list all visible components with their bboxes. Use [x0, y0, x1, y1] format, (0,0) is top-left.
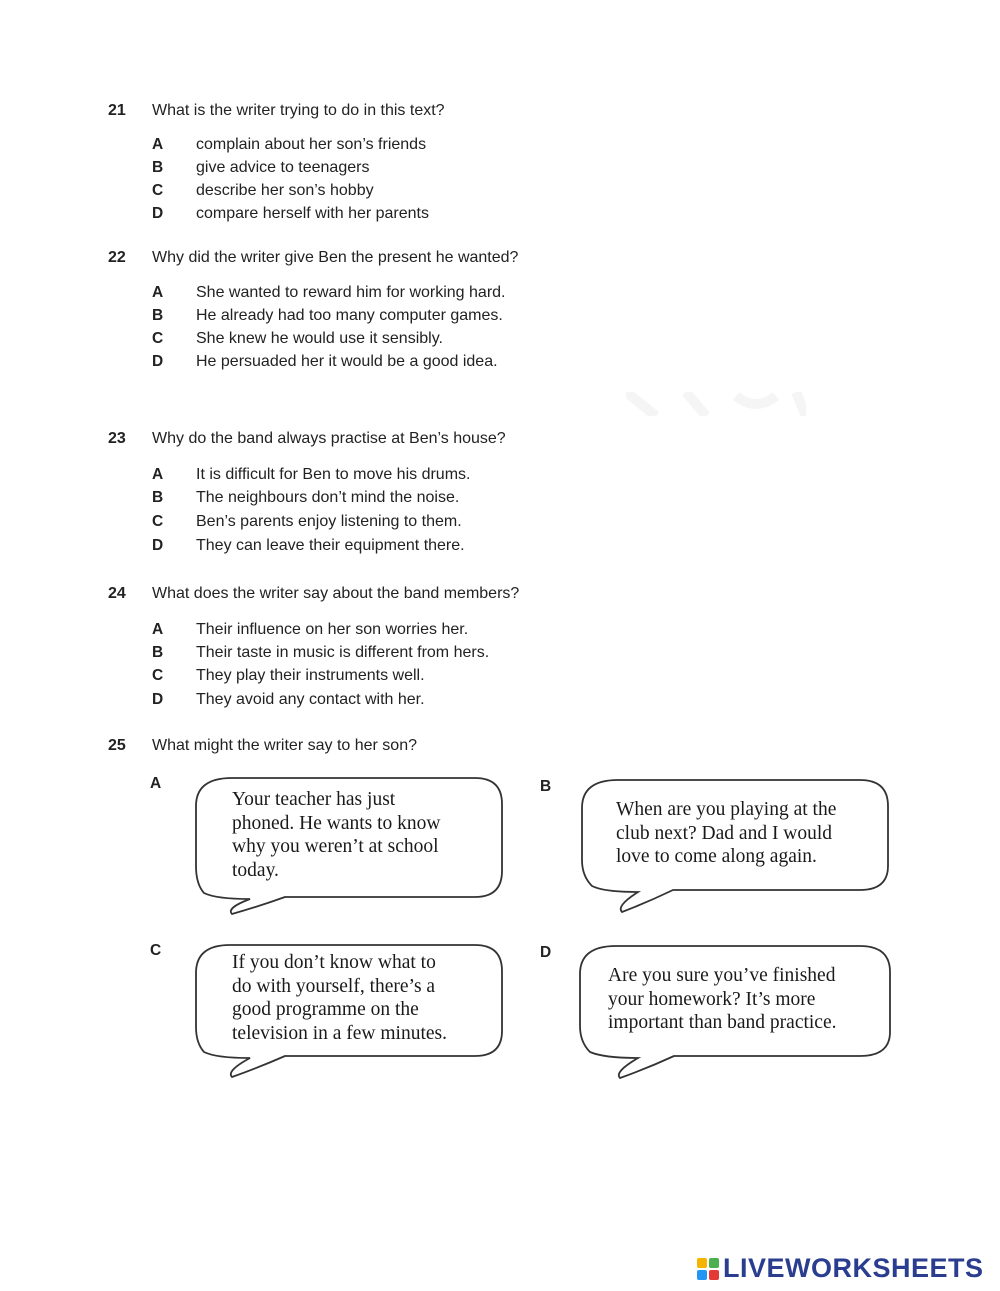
option-letter: A [152, 621, 164, 638]
question-text: What might the writer say to her son? [152, 737, 417, 754]
speech-bubble-a[interactable] [190, 776, 512, 922]
option-text: Their influence on her son worries her. [196, 621, 469, 638]
question-text: What does the writer say about the band members? [152, 585, 520, 602]
question-text: What is the writer trying to do in this text? [152, 102, 445, 119]
speech-bubble-b[interactable] [578, 778, 898, 924]
option-text: complain about her son’s friends [196, 136, 427, 153]
option-letter: D [152, 691, 164, 708]
option-text: Ben’s parents enjoy listening to them. [196, 513, 462, 530]
option-letter: B [152, 159, 164, 176]
option-letter: D [152, 205, 164, 222]
option-text: He already had too many computer games. [196, 307, 503, 324]
question-number: 21 [108, 102, 126, 119]
question-number: 25 [108, 737, 126, 754]
option-text: She wanted to reward him for working hard. [196, 284, 506, 301]
option-letter: D [152, 353, 164, 370]
option-letter: A [152, 466, 164, 483]
watermark-shape [626, 392, 806, 416]
bubble-letter-a: A [150, 775, 162, 792]
option-text: They avoid any contact with her. [196, 691, 425, 708]
option-text: They can leave their equipment there. [196, 537, 465, 554]
brand-name: LIVEWORKSHEETS [723, 1253, 984, 1283]
bubble-text: When are you playing at the club next? Dad and I would love to come along again. [616, 799, 837, 867]
option-letter: D [152, 537, 164, 554]
option-letter: B [152, 489, 164, 506]
question-number: 23 [108, 430, 126, 447]
option-text: compare herself with her parents [196, 205, 429, 222]
option-text: It is difficult for Ben to move his drums. [196, 466, 471, 483]
option-text: give advice to teenagers [196, 159, 370, 176]
option-text: Their taste in music is different from hers. [196, 644, 490, 661]
question-text: Why do the band always practise at Ben’s house? [152, 430, 506, 447]
question-number: 24 [108, 585, 126, 602]
option-letter: A [152, 136, 164, 153]
option-letter: C [152, 182, 164, 199]
bubble-text: Your teacher has just phoned. He wants to know why you weren’t at school today. [232, 789, 441, 881]
option-letter: C [152, 667, 164, 684]
option-letter: B [152, 644, 164, 661]
option-letter: C [152, 513, 164, 530]
bubble-text: Are you sure you’ve finished your homework? It’s more important than band practice. [608, 965, 837, 1033]
bubble-text: If you don’t know what to do with yourself, there’s a good programme on the television in a few minutes. [232, 952, 447, 1044]
bubble-letter-c: C [150, 942, 162, 959]
option-letter: A [152, 284, 164, 301]
option-text: describe her son’s hobby [196, 182, 374, 199]
bubble-letter-d: D [540, 944, 552, 961]
option-text: He persuaded her it would be a good idea. [196, 353, 498, 370]
liveworksheets-logo-icon [697, 1258, 719, 1280]
speech-bubble-c[interactable] [190, 943, 512, 1083]
option-text: The neighbours don’t mind the noise. [196, 489, 460, 506]
question-number: 22 [108, 249, 126, 266]
option-letter: C [152, 330, 164, 347]
bubble-letter-b: B [540, 778, 552, 795]
option-text: They play their instruments well. [196, 667, 425, 684]
option-text: She knew he would use it sensibly. [196, 330, 443, 347]
speech-bubble-d[interactable] [576, 944, 900, 1084]
question-text: Why did the writer give Ben the present he wanted? [152, 249, 519, 266]
option-letter: B [152, 307, 164, 324]
